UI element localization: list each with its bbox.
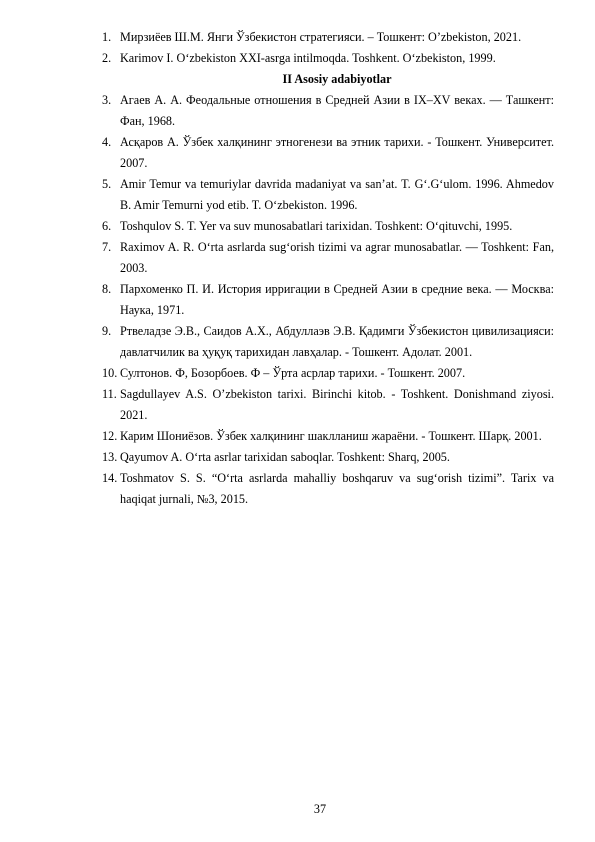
reference-text: Raximov A. R. O‘rta asrlarda sug‘orish tizimi va agrar munosabatlar. — Toshkent: Fan, 2003. xyxy=(120,240,554,275)
reference-text: Асқаров А. Ўзбек халқининг этногенези ва этник тарихи. - Тошкент. Университет. 2007. xyxy=(120,135,554,170)
reference-text: Ртвеладзе Э.В., Саидов А.Х., Абдуллаэв Э.В. Қадимги Ўзбекистон цивилизацияси: давлатчилик ва ҳуқуқ тарихидан лавҳалар. - Тошкент. Адолат. 2001. xyxy=(120,324,554,359)
reference-number: 1. xyxy=(102,30,112,44)
page-number: 37 xyxy=(313,802,327,816)
reference-item xyxy=(102,447,554,468)
reference-number: 2. xyxy=(102,51,112,65)
reference-number: 4. xyxy=(102,135,112,149)
reference-number: 7. xyxy=(102,240,112,254)
reference-number: 12. xyxy=(102,429,118,443)
reference-item xyxy=(102,426,554,447)
reference-item xyxy=(102,132,554,174)
reference-text: Toshmatov S. S. “O‘rta asrlarda mahalliy boshqaruv va sug‘orish tizimi”. Tarix va haqiqat jurnali, №3, 2015. xyxy=(120,471,554,506)
reference-item xyxy=(102,237,554,279)
reference-text: Karimov I. O‘zbekiston XXI-asrga intilmoqda. Toshkent. O‘zbekiston, 1999. xyxy=(120,51,496,65)
reference-item xyxy=(102,468,554,510)
reference-number: 3. xyxy=(102,93,112,107)
reference-text: Мирзиёев Ш.М. Янги Ўзбекистон стратегияси. – Тошкент: O’zbekiston, 2021. xyxy=(120,30,522,44)
reference-item xyxy=(102,27,554,48)
reference-text: Toshqulov S. T. Yer va suv munosabatlari tarixidan. Toshkent: O‘qituvchi, 1995. xyxy=(120,219,513,233)
reference-text: Пархоменко П. И. История ирригации в Средней Азии в средние века. — Москва: Наука, 1971. xyxy=(120,282,554,317)
reference-text: Amir Temur va temuriylar davrida madaniyat va san’at. T. G‘.G‘ulom. 1996. Ahmedov B. Amir Temurni yod etib. T. O‘zbekiston. 1996. xyxy=(120,177,554,212)
reference-item xyxy=(102,363,554,384)
reference-text: Карим Шониёзов. Ўзбек халқининг шаклланиш жараёни. - Тошкент. Шарқ. 2001. xyxy=(120,429,542,443)
reference-item xyxy=(102,321,554,363)
reference-item xyxy=(102,279,554,321)
reference-text: Qayumov A. O‘rta asrlar tarixidan saboqlar. Toshkent: Sharq, 2005. xyxy=(120,450,450,464)
reference-item xyxy=(102,90,554,132)
reference-item xyxy=(102,384,554,426)
reference-list xyxy=(102,27,554,510)
reference-number: 14. xyxy=(102,471,118,485)
reference-number: 11. xyxy=(102,387,117,401)
reference-item xyxy=(102,216,554,237)
reference-item xyxy=(102,48,554,69)
reference-number: 10. xyxy=(102,366,118,380)
reference-number: 9. xyxy=(102,324,112,338)
reference-text: Султонов. Ф, Бозорбоев. Ф – Ўрта асрлар тарихи. - Тошкент. 2007. xyxy=(120,366,466,380)
reference-number: 8. xyxy=(102,282,112,296)
reference-item xyxy=(102,174,554,216)
reference-number: 5. xyxy=(102,177,112,191)
reference-number: 6. xyxy=(102,219,112,233)
section-heading: II Asosiy adabiyotlar xyxy=(282,72,392,86)
reference-text: Агаев А. А. Феодальные отношения в Средней Азии в IX–XV веках. — Ташкент: Фан, 1968. xyxy=(120,93,554,128)
reference-number: 13. xyxy=(102,450,118,464)
reference-text: Sagdullayev A.S. O’zbekiston tarixi. Birinchi kitob. - Toshkent. Donishmand ziyosi. 2021. xyxy=(120,387,554,422)
